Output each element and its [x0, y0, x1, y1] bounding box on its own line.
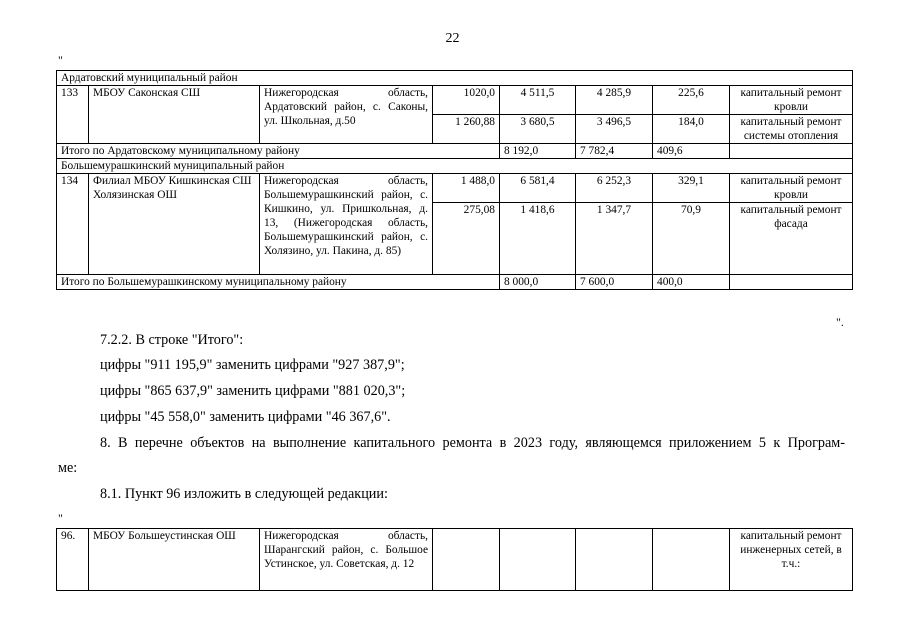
total-cost: 8 192,0	[500, 144, 576, 159]
cost-regional: 4 285,9	[576, 86, 653, 115]
work-type: капитальный ремонт кровли	[730, 174, 853, 203]
empty-cell	[576, 529, 653, 591]
district-name: Ардатовский муниципальный район	[57, 71, 853, 86]
cost-local: 329,1	[653, 174, 730, 203]
paragraph-8-continuation: ме:	[58, 460, 78, 476]
empty-cell	[433, 529, 500, 591]
total-row	[57, 275, 853, 290]
total-local: 400,0	[653, 275, 730, 290]
paragraph-replace-2: цифры "865 637,9" заменить цифрами "881 020,3";	[100, 383, 406, 399]
total-regional: 7 782,4	[576, 144, 653, 159]
paragraph-replace-3: цифры "45 558,0" заменить цифрами "46 367,6".	[100, 409, 391, 425]
volume-value: 1020,0	[433, 86, 500, 115]
object-address: Нижегородская область, Большемурашкинский район, с. Кишкино, ул. Пришкольная, д. 13, (Нижегородская область, Большемурашкинский район, с. Холязино, ул. Пакина, д. 85)	[260, 174, 433, 275]
object-name: МБОУ Большеустинская ОШ	[89, 529, 260, 591]
row-number: 133	[57, 86, 89, 144]
cost-regional: 1 347,7	[576, 203, 653, 275]
object-address: Нижегородская область, Ардатовский район, с. Саконы, ул. Школьная, д.50	[260, 86, 433, 144]
page-number: 22	[445, 31, 460, 46]
empty-cell	[653, 529, 730, 591]
cost-total: 4 511,5	[500, 86, 576, 115]
cost-local: 70,9	[653, 203, 730, 275]
table-row	[57, 529, 853, 591]
total-local: 409,6	[653, 144, 730, 159]
work-type: капитальный ремонт системы отопления	[730, 115, 853, 144]
open-quote-mark: "	[58, 53, 63, 67]
cost-regional: 6 252,3	[576, 174, 653, 203]
work-type: капитальный ремонт кровли	[730, 86, 853, 115]
total-empty-cell	[730, 144, 853, 159]
total-label: Итого по Большемурашкинскому муниципальному району	[57, 275, 500, 290]
paragraph-8-1: 8.1. Пункт 96 изложить в следующей редакции:	[100, 486, 388, 502]
cost-regional: 3 496,5	[576, 115, 653, 144]
district-row	[57, 71, 853, 86]
total-cost: 8 000,0	[500, 275, 576, 290]
volume-value: 275,08	[433, 203, 500, 275]
paragraph-8	[100, 435, 845, 451]
paragraph-8-text: 8. В перечне объектов на выполнение капитального ремонта в 2023 году, являющемся приложением 5 к Програм-	[100, 435, 845, 451]
total-empty-cell	[730, 275, 853, 290]
district-name: Большемурашкинский муниципальный район	[57, 159, 853, 174]
paragraph-7-2-2: 7.2.2. В строке "Итого":	[100, 332, 244, 348]
volume-value: 1 260,88	[433, 115, 500, 144]
item-96-table	[56, 528, 853, 591]
cost-total: 6 581,4	[500, 174, 576, 203]
object-address: Нижегородская область, Шарангский район, с. Большое Устинское, ул. Советская, д. 12	[260, 529, 433, 591]
cost-local: 225,6	[653, 86, 730, 115]
object-name: Филиал МБОУ Кишкинская СШ Холязинская ОШ	[89, 174, 260, 275]
work-type: капитальный ремонт инженерных сетей, в т.ч.:	[730, 529, 853, 591]
row-number: 134	[57, 174, 89, 275]
cost-total: 3 680,5	[500, 115, 576, 144]
object-name: МБОУ Саконская СШ	[89, 86, 260, 144]
cost-total: 1 418,6	[500, 203, 576, 275]
empty-cell	[500, 529, 576, 591]
total-label: Итого по Ардатовскому муниципальному району	[57, 144, 500, 159]
total-row	[57, 144, 853, 159]
district-row	[57, 159, 853, 174]
open-quote-mark: "	[58, 511, 63, 525]
row-number: 96.	[57, 529, 89, 591]
table-row	[57, 174, 853, 203]
table-row	[57, 86, 853, 115]
paragraph-replace-1: цифры "911 195,9" заменить цифрами "927 387,9";	[100, 357, 405, 373]
work-type: капитальный ремонт фасада	[730, 203, 853, 275]
objects-table	[56, 70, 853, 290]
total-regional: 7 600,0	[576, 275, 653, 290]
cost-local: 184,0	[653, 115, 730, 144]
close-quote-mark: ".	[836, 315, 844, 329]
volume-value: 1 488,0	[433, 174, 500, 203]
